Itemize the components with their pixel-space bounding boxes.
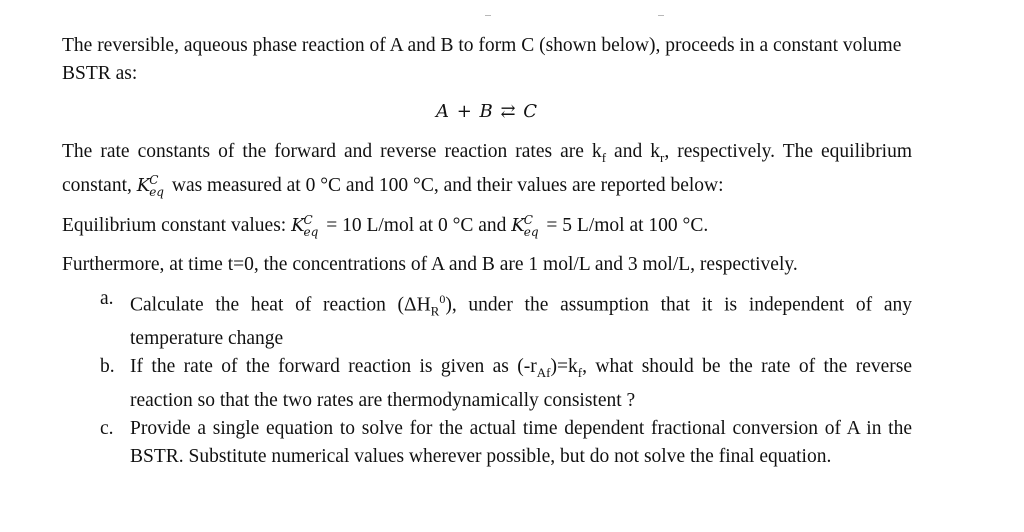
question-b-text-1: If the rate of the forward reaction is given as (-r [130, 356, 537, 378]
intro-paragraph: The reversible, aqueous phase reaction of A and B to form C (shown below), proceeds in a constant volume BSTR as: [62, 35, 902, 84]
question-b-text-2: )=k [550, 356, 578, 378]
question-marker-a: a. [100, 287, 114, 309]
question-b [62, 353, 912, 415]
keq-symbol [136, 172, 167, 199]
question-b-text-3: , what should be the rate of the reverse reaction so that the two rates are thermodynamically consistent ? [130, 356, 913, 412]
question-a [62, 285, 912, 353]
keq-superscript-1: C [303, 212, 313, 227]
keq-indices-2 [524, 214, 539, 238]
question-marker-c: c. [100, 418, 114, 440]
question-a-text-2: ), under the assumption that it is independent of any temperature change [130, 294, 912, 350]
question-list [62, 285, 912, 471]
question-a-superscript: 0 [439, 291, 446, 306]
keq-superscript-2: C [523, 212, 533, 227]
question-c [62, 415, 912, 471]
initial-conditions-paragraph: Furthermore, at time t=0, the concentrations of A and B are 1 mol/L and 3 mol/L, respectively. [62, 253, 798, 275]
keq-superscript: C [149, 172, 159, 187]
eq-values-prefix: Equilibrium constant values: [62, 214, 292, 236]
keq-subscript-1: eq [303, 224, 319, 239]
question-b-subscript-2: f [577, 365, 583, 381]
rates-text-2: and k [606, 141, 660, 162]
keq-indices [149, 174, 164, 198]
keq-symbol-1 [291, 212, 321, 239]
keq-subscript: eq [149, 184, 164, 199]
question-b-subscript-1: Af [536, 365, 551, 381]
rates-text-3: , respectively. The equilibrium constant, [62, 141, 913, 196]
keq-indices-1 [304, 214, 319, 238]
kr-subscript: r [659, 149, 665, 165]
eq-value-2: = 5 L/mol at 100 °C. [541, 214, 709, 236]
keq-symbol-2 [511, 212, 541, 239]
question-c-text: Provide a single equation to solve for the actual time dependent fractional conversion of A in the BSTR. Substitute numerical values wherever possible, but do not solve the final equation. [130, 418, 912, 468]
kf-subscript: f [601, 149, 607, 165]
rates-text-4: was measured at 0 °C and 100 °C, and their values are reported below: [166, 174, 724, 196]
rate-constants-paragraph [62, 138, 912, 200]
question-a-text-1: Calculate the heat of reaction (ΔH [130, 294, 431, 316]
equilibrium-values-line [62, 212, 912, 240]
question-marker-b: b. [100, 356, 115, 378]
keq-letter-1: K [291, 214, 305, 236]
reaction-equation: A + B ⇄ C [435, 101, 539, 122]
keq-letter-2: K [511, 214, 525, 236]
keq-subscript-2: eq [523, 224, 539, 239]
question-a-subscript: R [430, 303, 440, 319]
keq-letter: K [136, 174, 151, 196]
top-rule-right [658, 15, 664, 16]
eq-value-1: = 10 L/mol at 0 °C and [321, 214, 512, 236]
top-rule-left [485, 15, 491, 16]
problem-statement [62, 32, 912, 471]
rates-text-1: The rate constants of the forward and reverse reaction rates are k [62, 141, 602, 162]
